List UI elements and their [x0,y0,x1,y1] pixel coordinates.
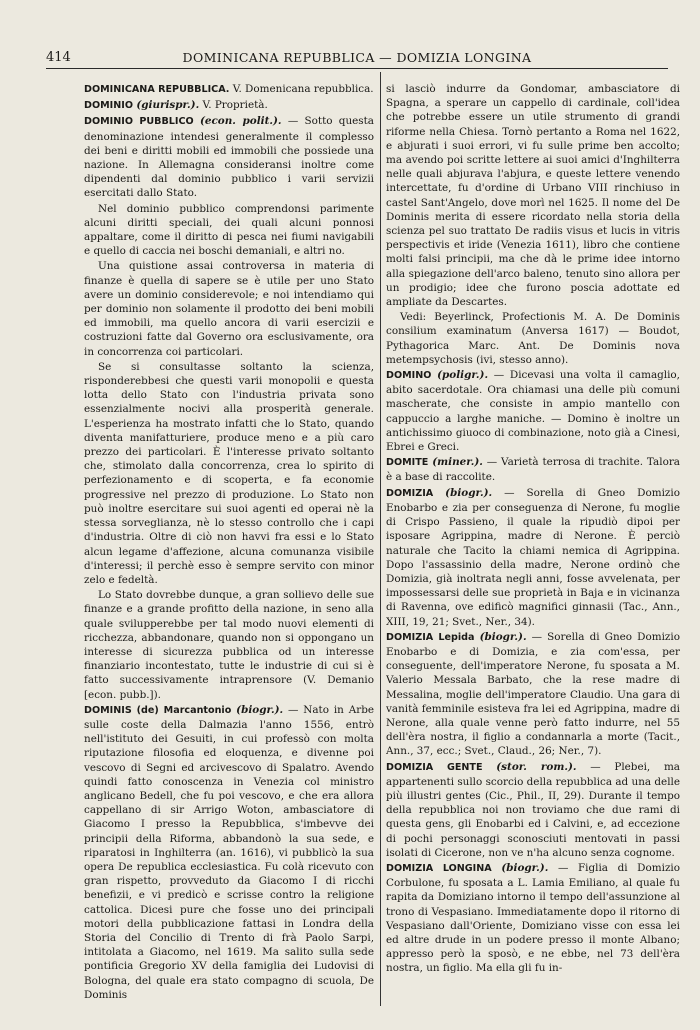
entry-qualifier: (biogr.). [501,861,549,874]
entry-qualifier: (miner.). [432,456,483,469]
entry-headword: DOMIZIA [386,487,434,499]
dictionary-entry [84,114,374,200]
entry-headword: DOMIZIA Lepida [386,631,475,643]
entry-headword: DOMIZIA LONGINA [386,862,492,874]
paragraph: Se si consultasse soltanto la scienza, risponderebbesi che questi varii monopolii e questa lotta dello Stato con l'industria privata sono essenzialmente nocivi alla prosperità generale. L'esperienza ha mostrato infatti che lo Stato, quando diventa manifatturiere, produce meno e a più caro prezzo dei particolari. È l'interesse privato soltanto che, stimolato dalla concorrenza, crea lo spirito di perfezionamento e di scoperta, e fa economie progressive nel prezzo di produzione. Lo Stato non può inoltre esercitare sui suoi agenti ed operai nè la stessa sorveglianza, nè lo stesso controllo che i capi d'industria. Oltre di ciò non havvi fra essi e lo Stato alcun legame d'affezione, alcuna comunanza visibile d'interessi; il perchè esso è sempre servito con minor zelo e fedeltà. [84,360,374,586]
paragraph: Una quistione assai controversa in materia di finanze è quella di sapere se è utile per uno Stato avere un dominio considerevole; e noi intendiamo qui per dominio non solamente il prodotto dei beni mobili ed immobili, ma quello ancora di varii esercizii e costruzioni fatte dal Governo ora esclusivamente, ora in concorrenza coi particolari. [84,260,374,358]
running-head: DOMINICANA REPUBBLICA — DOMIZIA LONGINA [182,50,532,65]
entry-headword: DOMINIO [84,100,133,112]
entry-headword: DOMINICANA REPUBBLICA. [84,84,230,95]
paragraph: Lo Stato dovrebbe dunque, a gran sollievo delle sue finanze e a grande profitto della nazione, in seno alla quale svilupperebbe per tal modo nuovi elementi di ricchezza, abbandonare, quando non si oppongano un interesse di sicurezza pubblica od un interesse finanziario incontestato, tutte le industrie di cui si è fatto successivamente intraprensore (V. Demanio [econ. pubb.]). [84,589,374,701]
entry-text: — Nato in Arbe sulle coste della Dalmazia l'anno 1556, entrò nell'istituto dei Gesuiti, in cui professò con molta riputazione filosofia ed eloquenza, e divenne poi vescovo di Segni ed arcivescovo di Spalatro. Avendo quindi fatto conoscenza in Venezia col ministro anglicano Bedell, che fu poi vescovo, e che era allora cappellano di sir Arrigo Woton, ambasciatore di Giacomo I presso la Repubblica, s'imbevve dei principii della Riforma, abbandonò la sua sede, e riparatosi in Inghilterra (an. 1616), vi pubblicò la sua opera De republica ecclesiastica. Fu colà ricevuto con gran rispetto, provveduto da Giacomo I di ricchi benefizii, e vi predicò e scrisse contro la religione cattolica. Dicesi pure che fosse uno dei principali motori della pubblicazione fattasi in Londra della Storia del Concilio di Trento di frà Paolo Sarpi, intitolata a Giacomo, nel 1619. Ma salito sulla sede pontificia Gregorio XV della famiglia dei Ludovisi di Bologna, del quale era stato compagno di scuola, De Dominis [84,703,374,1001]
entry-qualifier: (stor. rom.). [496,760,577,773]
continued-text: si lasciò indurre da Gondomar, ambasciatore di Spagna, a sperare un cappello di cardinale, coll'idea che potrebbe essere un utile strumento di grandi riforme nella Chiesa. Tornò pertanto a Roma nel 1622, e abjurati i suoi errori, vi fu sulle prime ben accolto; ma avendo poi scritte lettere ai suoi amici d'Inghilterra nelle quali abjurava l'abjura, e queste lettere venendo intercettate, fu d'ordine di Urbano VIII rinchiuso in castel Sant'Angelo, dove morì nel 1625. Il nome del De Dominis merita di essere ricordato nella storia della scienza pel suo trattato De radiis visus et lucis in vitris perspectivis et iride (Venezia 1611), libro che contiene molti falsi principii, ma che dà le prime idee intorno alla spiegazione dell'arco baleno, tenuto sino allora per un prodigio; idee che furono poscia adottate ed ampliate da Descartes. [386,83,680,309]
dictionary-entry [386,861,680,976]
entry-qualifier: (biogr.). [479,630,527,643]
entry-qualifier: (biogr.). [445,486,493,499]
dictionary-entry [84,82,374,97]
dictionary-entry [84,98,374,113]
entry-text: — Figlia di Domizio Corbulone, fu sposata a L. Lamia Emiliano, al quale fu rapita da Domiziano intorno il tempo dell'assunzione al trono di Vespasiano. Immediatamente dopo il ritorno di Vespasiano dall'Oriente, Domiziano visse con essa lei ed altre drude in un podere presso il monte Albano; appresso però la sposò, e ne ebbe, nel 73 dell'èra nostra, un figlio. Ma ella gli fu in- [386,861,680,975]
entry-qualifier: (econ. polit.). [199,115,282,128]
entry-text: — Sorella di Gneo Domizio Enobarbo e zia per conseguenza di Nerone, fu moglie di Crispo Passieno, il quale la ripudiò dipoi per isposare Agrippina, madre di Nerone. È perciò naturale che Tacito la chiami nemica di Agrippina. Dopo l'assassinio della madre, Nerone ordinò che Domizia, già inoltrata negli anni, fosse avvelenata, per impossessarsi delle sue proprietà in Baja e in vicinanza di Ravenna, ove edificò magnifici ginnasii (Tac., Ann., XIII, 19, 21; Svet., Ner., 34). [386,486,680,628]
right-column [386,82,680,1008]
entry-text: — Sorella di Gneo Domizio Enobarbo e di Domizia, e zia com'essa, per conseguente, dell'imperatore Nerone, fu sposata a M. Valerio Messala Barbato, che la rese madre di Messalina, moglie dell'imperatore Claudio. Una gara di vanità femminile esisteva fra lei ed Agrippina, madre di Nerone, alla quale venne però fatto indurre, nel 55 dell'èra nostra, il figlio a condannarla a morte (Tacit., Ann., 37, ecc.; Svet., Claud., 26; Ner., 7). [386,630,680,758]
column-divider [380,72,381,1006]
entry-headword: DOMIZIA GENTE [386,761,483,773]
entry-text: V. Proprietà. [199,99,268,112]
dictionary-entry [84,703,374,1002]
paragraph: Vedi: Beyerlinck, Profectionis M. A. De Dominis consilium examinatum (Anversa 1617) — Boudot, Pythagorica Marc. Ant. De Dominis nova metempsychosis (ivi, stesso anno). [386,311,680,366]
entry-text: — Sotto questa denominazione intendesi generalmente il complesso dei beni e diritti mobili ed immobili che possiede una nazione. In Allemagna consideransi inoltre come dipendenti dal dominio pubblico i varii servizii esercitati dallo Stato. [84,115,374,200]
dictionary-entry [386,486,680,629]
page-header [46,50,668,69]
dictionary-entry [386,760,680,860]
entry-headword: DOMINIS (de) Marcantonio [84,704,232,716]
paragraph: Nel dominio pubblico comprendonsi parimente alcuni diritti speciali, dei quali alcuni ponnosi appaltare, come il diritto di pesca nei fiumi navigabili e quello di caccia nei boschi demaniali, e altri no. [84,202,374,258]
entry-text: — Plebei, ma appartenenti sullo scorcio della repubblica ad una delle più illustri gentes (Cic., Phil., II, 29). Durante il tempo della repubblica noi non troviamo che due rami di questa gens, gli Enobarbi ed i Calvini, e, ad eccezione di pochi personaggi sconosciuti mentovati in passi isolati di Cicerone, non ve n'ha alcuno senza cognome. [386,760,680,859]
entry-text: — Varietà terrosa di trachite. Talora è a base di raccolite. [386,456,680,484]
entry-headword: DOMITE [386,457,429,469]
entry-text: — Dicevasi una volta il camaglio, abito sacerdotale. Ora chiamasi una delle più comuni mascherate, che consiste in ampio mantello con cappuccio a larghe maniche. — Domino è inoltre un antichissimo giuoco di combinazione, noto già a Cinesi, Ebrei e Greci. [386,369,680,454]
entry-qualifier: (biogr.). [236,703,284,716]
dictionary-entry [386,630,680,759]
left-column [84,82,374,1008]
entry-text: V. Domenicana repubblica. [229,83,374,95]
dictionary-entry [386,368,680,454]
entry-qualifier: (giurispr.). [136,99,200,112]
entry-qualifier: (poligr.). [437,369,489,382]
dictionary-entry [386,455,680,484]
entry-headword: DOMINIO PUBBLICO [84,116,194,128]
entry-headword: DOMINO [386,370,432,382]
page-number: 414 [46,50,71,65]
